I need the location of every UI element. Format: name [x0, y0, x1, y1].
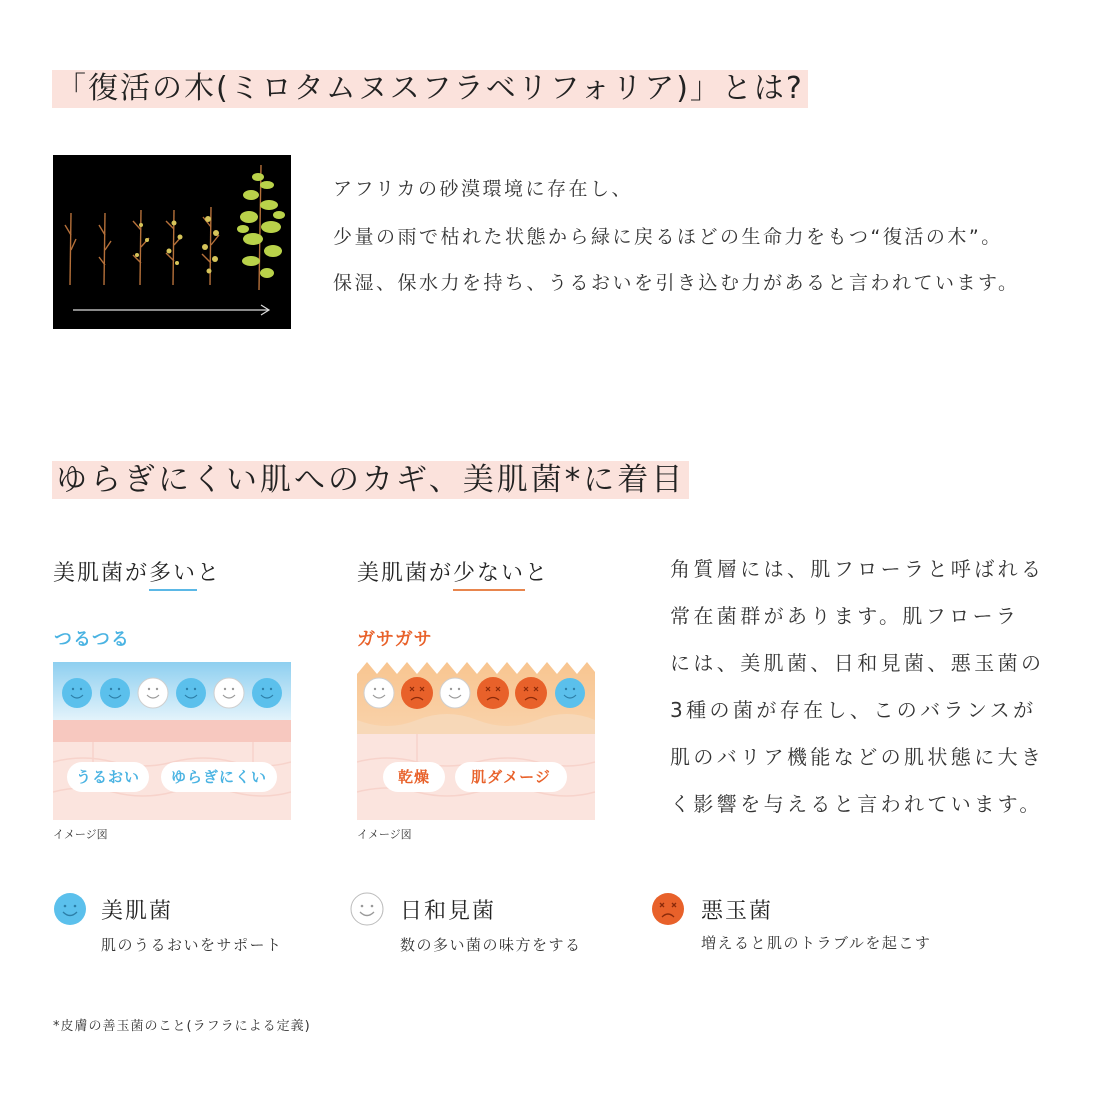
legend-neutral-bacteria-name: 日和見菌: [400, 899, 497, 924]
few-bacteria-title: 美肌菌が少ないと: [357, 556, 549, 587]
image-caption: イメージ図: [357, 828, 412, 841]
description-line: には、美肌菌、日和見菌、悪玉菌の: [670, 651, 1045, 675]
section-heading-resurrection-tree: 「復活の木(ミロタムヌスフラベリフォリア)」とは?: [52, 70, 808, 108]
legend-good-bacteria-desc: 肌のうるおいをサポート: [101, 936, 283, 954]
legend-bad-bacteria-desc: 増えると肌のトラブルを起こす: [701, 934, 932, 952]
moisture-pill: うるおい: [67, 762, 149, 792]
dryness-pill: 乾燥: [383, 762, 445, 792]
intro-text-line: アフリカの砂漠環境に存在し、: [333, 178, 634, 200]
legend-bad-bacteria-name: 悪玉菌: [701, 899, 774, 924]
description-line: く影響を与えると言われています。: [670, 792, 1043, 816]
angry-orange-icon: [651, 892, 685, 926]
legend-good-bacteria-name: 美肌菌: [101, 899, 174, 924]
smile-blue-icon: [53, 892, 87, 926]
legend-neutral-bacteria-desc: 数の多い菌の味方をする: [400, 936, 582, 954]
description-line: 常在菌群があります。肌フローラ: [670, 604, 1020, 628]
many-bacteria-title: 美肌菌が多いと: [53, 556, 221, 587]
description-line: 3種の菌が存在し、このバランスが: [670, 698, 1037, 722]
section-heading-skin-bacteria: ゆらぎにくい肌へのカギ、美肌菌*に着目: [52, 461, 689, 499]
damaged-skin-illustration: [357, 662, 595, 820]
description-line: 角質層には、肌フローラと呼ばれる: [670, 557, 1045, 581]
footnote: *皮膚の善玉菌のこと(ラフラによる定義): [53, 1019, 311, 1034]
stable-skin-pill: ゆらぎにくい: [161, 762, 277, 792]
smooth-state-label: つるつる: [54, 629, 130, 650]
intro-text-line: 保湿、保水力を持ち、うるおいを引き込む力があると言われています。: [333, 272, 1020, 294]
resurrection-plant-image: [53, 155, 291, 329]
rough-state-label: ガサガサ: [357, 629, 433, 650]
image-caption: イメージ図: [53, 828, 108, 841]
healthy-skin-illustration: [53, 662, 291, 820]
description-line: 肌のバリア機能などの肌状態に大き: [670, 745, 1045, 769]
smile-white-icon: [350, 892, 384, 926]
skin-damage-pill: 肌ダメージ: [455, 762, 567, 792]
intro-text-line: 少量の雨で枯れた状態から緑に戻るほどの生命力をもつ“復活の木”。: [333, 226, 1003, 248]
